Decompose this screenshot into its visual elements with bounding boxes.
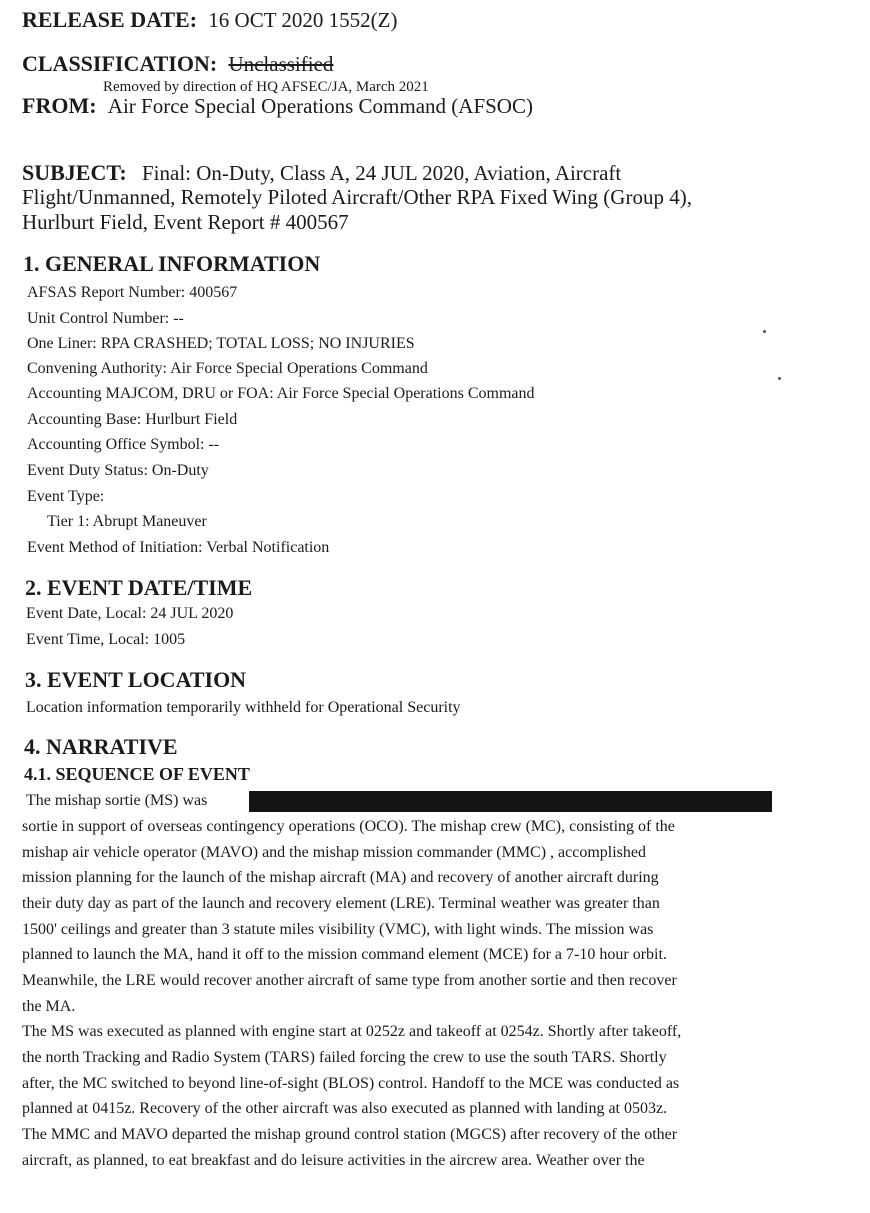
narrative-line: their duty day as part of the launch and recovery element (LRE). Terminal weather was greater than [22, 895, 660, 912]
from-label: FROM: [22, 93, 97, 118]
narrative-subheading: 4.1. SEQUENCE OF EVENT [24, 764, 250, 784]
general-item-accounting-base: Accounting Base: Hurlburt Field [27, 411, 238, 428]
section-general-heading: 1. GENERAL INFORMATION [23, 251, 321, 276]
general-item-method-initiation: Event Method of Initiation: Verbal Notification [27, 539, 330, 556]
general-item-office-symbol: Accounting Office Symbol: -- [27, 436, 220, 453]
narrative-line: after, the MC switched to beyond line-of-sight (BLOS) control. Handoff to the MCE was conducted as [22, 1075, 680, 1092]
location-item: Location information temporarily withheld for Operational Security [26, 699, 461, 716]
datetime-item-date: Event Date, Local: 24 JUL 2020 [26, 605, 234, 622]
narrative-first-line-prefix: The mishap sortie (MS) was [26, 792, 208, 809]
narrative-line: planned to launch the MA, hand it off to the mission command element (MCE) for a 7-10 hour orbit. [22, 946, 667, 963]
general-item-tier: Tier 1: Abrupt Maneuver [47, 513, 207, 530]
release-date-value: 16 OCT 2020 1552(Z) [208, 8, 398, 32]
narrative-line: The MMC and MAVO departed the mishap ground control station (MGCS) after recovery of the other [22, 1126, 678, 1143]
general-item-duty-status: Event Duty Status: On-Duty [27, 462, 209, 479]
section-location-heading: 3. EVENT LOCATION [25, 667, 247, 692]
narrative-line: the north Tracking and Radio System (TARS) failed forcing the crew to use the south TARS. Shortly [22, 1049, 667, 1066]
section-narrative-heading: 4. NARRATIVE [24, 734, 178, 759]
subject-label: SUBJECT: [22, 160, 127, 185]
general-item-convening-authority: Convening Authority: Air Force Special Operations Command [27, 360, 428, 377]
narrative-line: 1500' ceilings and greater than 3 statute miles visibility (VMC), with light winds. The mission was [22, 921, 654, 938]
narrative-line: aircraft, as planned, to eat breakfast and do leisure activities in the aircrew area. Weather over the [22, 1152, 645, 1169]
narrative-line: mission planning for the launch of the mishap aircraft (MA) and recovery of another aircraft during [22, 869, 659, 886]
narrative-line: mishap air vehicle operator (MAVO) and the mishap mission commander (MMC) , accomplished [22, 844, 647, 861]
scan-speck [763, 330, 766, 333]
subject-line-1 [22, 160, 621, 186]
section-datetime-heading: 2. EVENT DATE/TIME [25, 575, 253, 600]
classification-value-struck: Unclassified [228, 52, 334, 76]
narrative-line: Meanwhile, the LRE would recover another aircraft of same type from another sortie and then recover [22, 972, 677, 989]
from-line [22, 94, 533, 118]
classification-note: Removed by direction of HQ AFSEC/JA, March 2021 [103, 79, 429, 95]
redaction-block [249, 791, 772, 812]
narrative-line: planned at 0415z. Recovery of the other aircraft was also executed as planned with landing at 0503z. [22, 1100, 668, 1117]
release-date-line [22, 8, 397, 32]
subject-line-2: Flight/Unmanned, Remotely Piloted Aircraft/Other RPA Fixed Wing (Group 4), [22, 185, 692, 209]
subject-line-3: Hurlburt Field, Event Report # 400567 [22, 210, 349, 234]
datetime-item-time: Event Time, Local: 1005 [26, 631, 186, 648]
narrative-line: sortie in support of overseas contingency operations (OCO). The mishap crew (MC), consisting of the [22, 818, 675, 835]
narrative-line: the MA. [22, 998, 76, 1015]
general-item-unit-control: Unit Control Number: -- [27, 310, 184, 327]
narrative-line: The MS was executed as planned with engine start at 0252z and takeoff at 0254z. Shortly after takeoff, [22, 1023, 682, 1040]
from-value: Air Force Special Operations Command (AFSOC) [107, 94, 533, 118]
scan-speck [778, 377, 781, 380]
general-item-event-type: Event Type: [27, 488, 105, 505]
release-date-label: RELEASE DATE: [22, 7, 198, 32]
general-item-one-liner: One Liner: RPA CRASHED; TOTAL LOSS; NO INJURIES [27, 335, 415, 352]
subject-text-1: Final: On-Duty, Class A, 24 JUL 2020, Aviation, Aircraft [141, 161, 622, 185]
general-item-accounting-majcom: Accounting MAJCOM, DRU or FOA: Air Force Special Operations Command [27, 385, 535, 402]
classification-label: CLASSIFICATION: [22, 51, 218, 76]
general-item-report-number: AFSAS Report Number: 400567 [27, 284, 238, 301]
classification-line [22, 52, 333, 76]
